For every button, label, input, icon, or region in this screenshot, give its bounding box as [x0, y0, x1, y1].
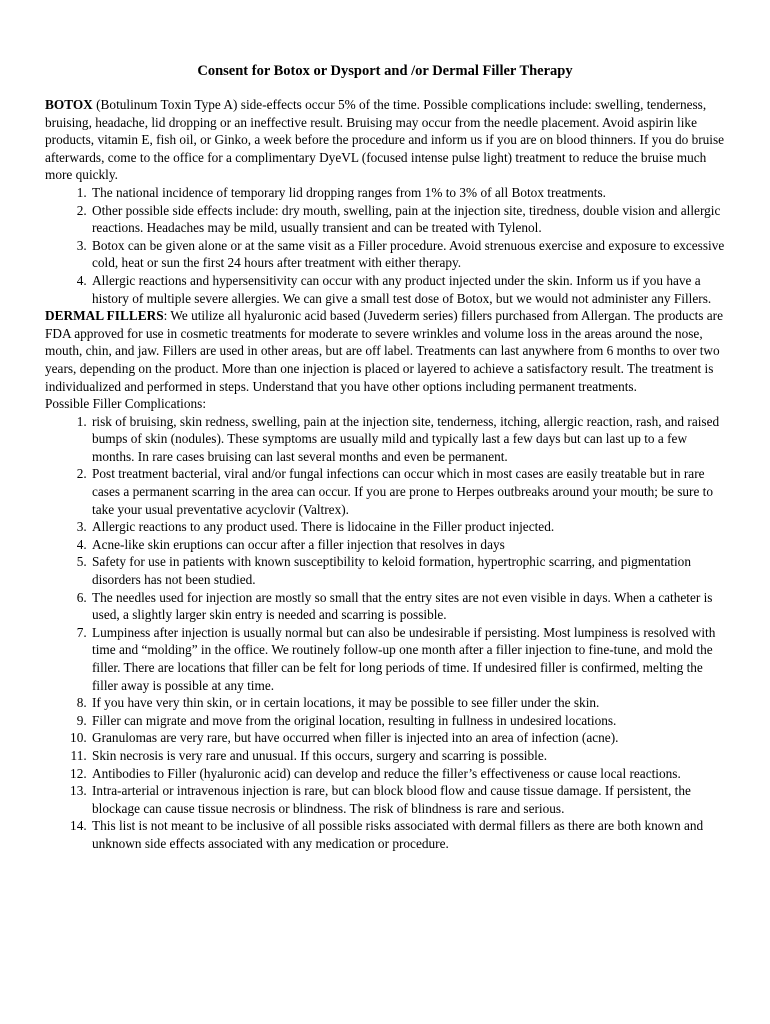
botox-item: 1. The national incidence of temporary lid dropping ranges from 1% to 3% of all Botox treatments. [90, 184, 725, 202]
filler-item: 1. risk of bruising, skin redness, swelling, pain at the injection site, tenderness, itching, allergic reaction, rash, and raised bumps of skin (nodules). These symptoms are usually mild and typically last a few days but can last up to a few months. In rare cases bruising can last several months and even be permanent. [90, 413, 725, 466]
filler-item: 2. Post treatment bacterial, viral and/or fungal infections can occur which in most cases are easily treatable but in rare cases a permanent scarring in the area can occur. If you are prone to Herpes outbreaks around your mouth; be sure to take your usual preventative acyclovir (Valtrex). [90, 465, 725, 518]
botox-item: 4. Allergic reactions and hypersensitivity can occur with any product injected under the skin. Inform us if you have a history of multiple severe allergies. We can give a small test dose of Botox, but we would not administer any Fillers. [90, 272, 725, 307]
filler-item: 4. Acne-like skin eruptions can occur after a filler injection that resolves in days [90, 536, 725, 554]
fillers-intro [45, 307, 725, 395]
consent-document [45, 62, 725, 853]
filler-item: 5. Safety for use in patients with known susceptibility to keloid formation, hypertrophic scarring, and pigmentation disorders has not been studied. [90, 553, 725, 588]
fillers-heading: DERMAL FILLERS [45, 308, 164, 324]
filler-item: 8. If you have very thin skin, or in certain locations, it may be possible to see filler under the skin. [90, 694, 725, 712]
filler-item: 12. Antibodies to Filler (hyaluronic acid) can develop and reduce the filler’s effectiveness or cause local reactions. [90, 765, 725, 783]
filler-item: 10. Granulomas are very rare, but have occurred when filler is injected into an area of infection (acne). [90, 729, 725, 747]
filler-item: 3. Allergic reactions to any product used. There is lidocaine in the Filler product injected. [90, 518, 725, 536]
complications-heading: Possible Filler Complications: [45, 396, 207, 412]
filler-item: 14. This list is not meant to be inclusive of all possible risks associated with dermal fillers as there are both known and unknown side effects associated with any medication or procedure. [90, 817, 725, 852]
botox-list [45, 184, 725, 307]
filler-item: 11. Skin necrosis is very rare and unusual. If this occurs, surgery and scarring is possible. [90, 747, 725, 765]
botox-intro-text: (Botulinum Toxin Type A) side-effects occur 5% of the time. Possible complications include: swelling, tenderness, bruising, headache, lid dropping or an ineffective result. Bruising may occur from the needle placement. Avoid aspirin like products, vitamin E, fish oil, or Ginko, a week before the procedure and inform us if you are on blood thinners. If you do bruise afterwards, come to the office for a complimentary DyeVL (focused intense pulse light) treatment to reduce the bruise much more quickly. [45, 97, 725, 183]
document-title: Consent for Botox or Dysport and /or Dermal Filler Therapy [197, 63, 573, 79]
filler-item: 7. Lumpiness after injection is usually normal but can also be undesirable if persisting. Most lumpiness is resolved with time and “molding” in the office. We routinely follow-up one month after a filler injection to fine-tune, and mold the filler. There are locations that filler can be felt for long periods of time. If undesired filler is confirmed, melting the filler away is possible at any time. [90, 624, 725, 694]
filler-item: 6. The needles used for injection are mostly so small that the entry sites are not even visible in days. When a catheter is used, a slightly larger skin entry is needed and scarring is possible. [90, 589, 725, 624]
filler-item: 9. Filler can migrate and move from the original location, resulting in fullness in undesired locations. [90, 712, 725, 730]
fillers-list [45, 413, 725, 853]
botox-intro [45, 96, 725, 184]
botox-heading: BOTOX [45, 97, 93, 112]
filler-item: 13. Intra-arterial or intravenous injection is rare, but can block blood flow and cause tissue damage. If persistent, the blockage can cause tissue necrosis or blindness. The risk of blindness is rare and serious. [90, 782, 725, 817]
botox-item: 3. Botox can be given alone or at the same visit as a Filler procedure. Avoid strenuous exercise and exposure to excessive cold, heat or sun the first 24 hours after treatment with either therapy. [90, 237, 725, 272]
botox-item: 2. Other possible side effects include: dry mouth, swelling, pain at the injection site, tiredness, double vision and allergic reactions. Headaches may be mild, usually transient and can be treated with Tylenol. [90, 202, 725, 237]
fillers-intro-text: : We utilize all hyaluronic acid based (Juvederm series) fillers purchased from Allergan. The products are FDA approved for use in cosmetic treatments for moderate to severe wrinkles and volume loss in the areas around the nose, mouth, chin, and jaw. Fillers are used in other areas, but are off label. Treatments can last anywhere from 6 months to over two years, depending on the product. More than one injection is placed or layered to achieve a satisfactory result. The treatment is individualized and performed in steps. Understand that you have other options including permanent treatments. [45, 308, 724, 394]
